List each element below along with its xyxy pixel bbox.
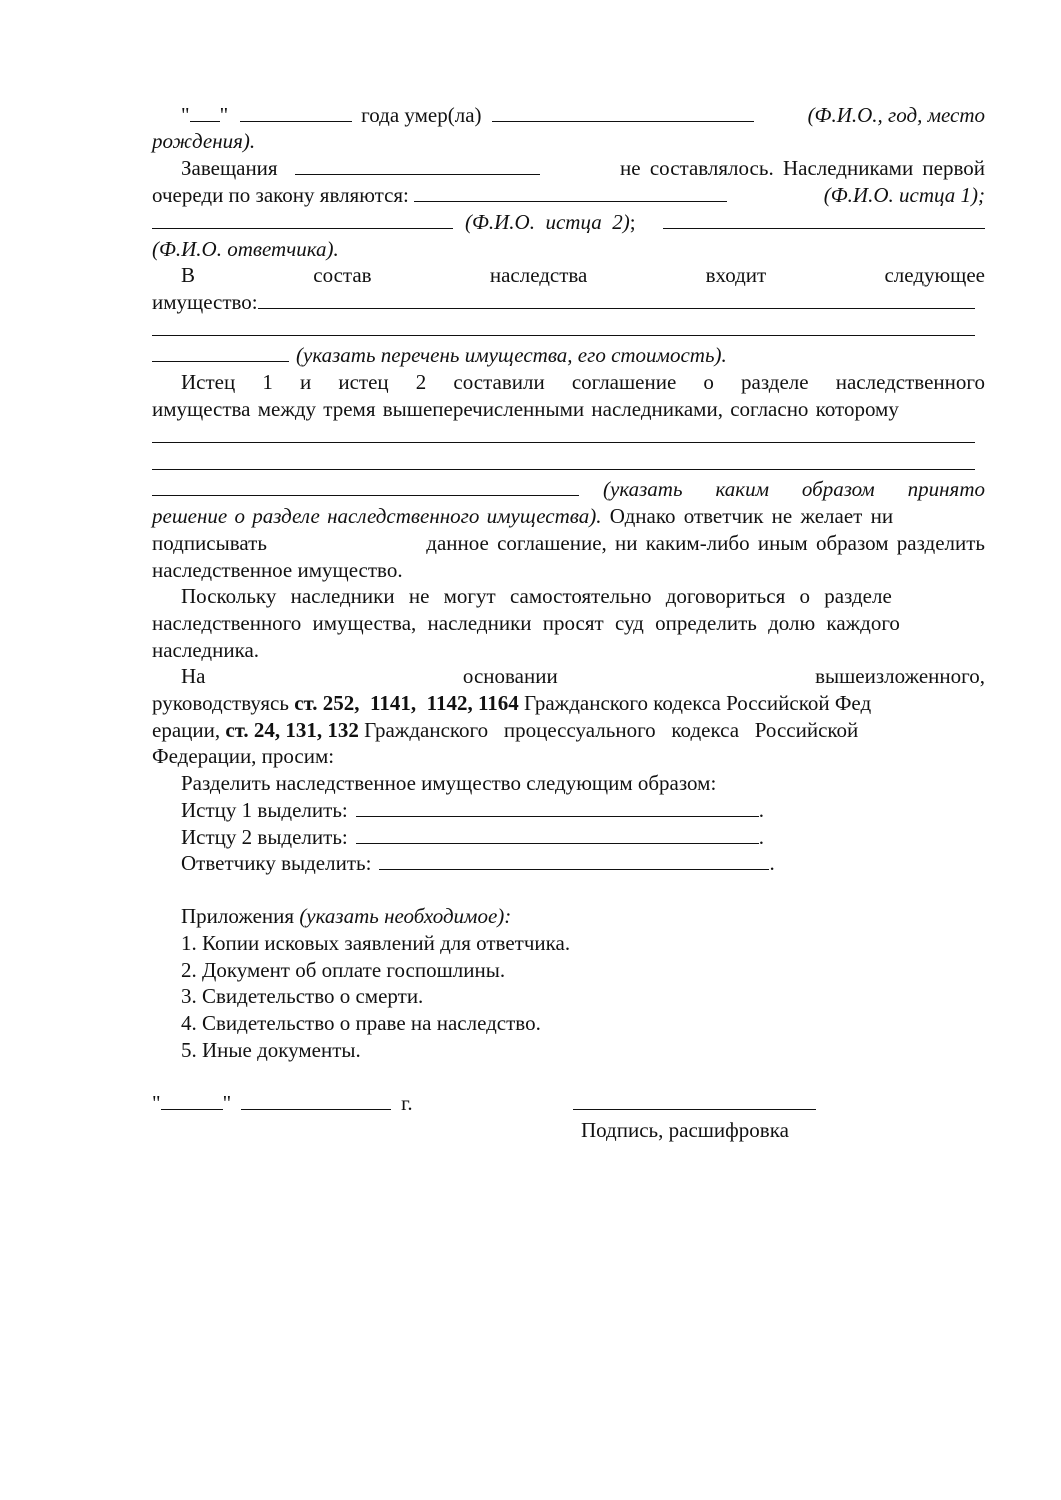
grounds-word: вышеизложенного, <box>815 664 985 688</box>
sign-month-blank <box>241 1091 391 1110</box>
heirs-text: очереди по закону являются: <box>152 183 409 207</box>
refusal-line-3 <box>152 557 985 583</box>
agreement-word: разделе <box>741 370 809 394</box>
claims-intro: Разделить наследственное имущество следующим образом: <box>181 771 717 795</box>
grounds-word: На <box>181 664 206 688</box>
estate-word: состав <box>313 263 372 287</box>
court-request-text-2: наследственного имущества, наследники просят суд определить долю каждого <box>152 611 900 635</box>
grounds-line-4 <box>152 743 985 769</box>
estate-word: следующее <box>884 263 985 287</box>
refusal-text: Однако ответчик не желает ни <box>601 504 894 528</box>
month-blank <box>240 103 352 122</box>
attachment-item <box>152 957 985 983</box>
year-suffix: г. <box>401 1091 413 1115</box>
estate-word: В <box>181 263 196 287</box>
defendant-blank <box>663 210 985 229</box>
court-request-line-2 <box>152 610 985 636</box>
court-request-line <box>152 583 985 609</box>
signature-caption: Подпись, расшифровка <box>581 1118 789 1142</box>
heirs-line-3 <box>152 236 985 262</box>
procedure-code-text: Гражданского процессуального кодекса Российской <box>358 718 859 742</box>
grounds-line <box>152 663 985 689</box>
claim-defendant-blank <box>379 851 769 870</box>
refusal-text-end: наследственное имущество. <box>152 558 403 582</box>
plaintiff2-note: (Ф.И.О. истца 2) <box>465 210 630 234</box>
refusal-text-2: данное соглашение, ни каким-либо иным образом разделить <box>426 531 985 555</box>
court-request-text-3: наследника. <box>152 638 260 662</box>
attachments-note: (указать необходимое): <box>299 904 512 928</box>
will-word: Завещания <box>181 156 278 180</box>
day-blank <box>190 103 220 122</box>
deceased-note-end: рождения). <box>152 129 256 153</box>
agreement-note-word: образом <box>801 477 875 501</box>
agreement-word: соглашение <box>571 370 677 394</box>
claim-plaintiff1-blank <box>356 798 759 817</box>
quote-open: " <box>181 103 190 127</box>
death-line <box>152 102 985 128</box>
agreement-note-line <box>152 476 985 502</box>
quote-open: " <box>152 1091 161 1115</box>
grounds-line-2 <box>152 690 985 716</box>
agreement-blank-line-2 <box>152 450 975 476</box>
grounds-text: руководствуясь <box>152 691 295 715</box>
signature-caption-line <box>581 1117 881 1143</box>
claim-plaintiff2-label: Истцу 2 выделить: <box>181 825 348 849</box>
agreement-note-end: решение о разделе наследственного имущества). <box>152 504 602 528</box>
agreement-text: имущества между тремя вышеперечисленными наследниками, согласно которому <box>152 397 899 421</box>
grounds-line-3 <box>152 717 985 743</box>
claim-defendant-label: Ответчику выделить: <box>181 851 372 875</box>
sign-day-blank <box>161 1091 223 1110</box>
agreement-word: 1 <box>262 370 273 394</box>
agreement-word: и <box>299 370 312 394</box>
attachment-item <box>152 1037 985 1063</box>
agreement-note-word: каким <box>715 477 769 501</box>
property-blank-line <box>152 316 975 342</box>
agreement-word: о <box>703 370 714 394</box>
property-blank <box>258 290 975 309</box>
agreement-blank-2 <box>152 451 975 470</box>
defendant-note: (Ф.И.О. ответчика). <box>152 237 339 261</box>
claim-defendant-line <box>152 850 985 876</box>
signature-date-line <box>152 1090 985 1116</box>
estate-line <box>152 262 985 288</box>
procedure-code-articles: ст. 24, 131, 132 <box>225 718 359 742</box>
court-request-line-3 <box>152 637 985 663</box>
grounds-word: основании <box>462 664 558 688</box>
civil-code-articles: ст. 252, 1141, 1142, 1164 <box>294 691 519 715</box>
grounds-text-end: Федерации, просим: <box>152 744 335 768</box>
property-note: (указать перечень имущества, его стоимость). <box>296 343 727 367</box>
plaintiff1-note: (Ф.И.О. истца 1); <box>823 183 985 207</box>
estate-word: наследства <box>489 263 588 287</box>
property-blank-2 <box>152 317 975 336</box>
agreement-word: истец <box>338 370 389 394</box>
agreement-note-word: принято <box>907 477 985 501</box>
court-request-text: Поскольку наследники не могут самостоятельно договориться о разделе <box>181 584 892 608</box>
attachment-text: 5. Иные документы. <box>181 1038 361 1062</box>
attachment-item <box>152 930 985 956</box>
attachment-item <box>152 983 985 1009</box>
deceased-blank <box>492 103 754 122</box>
agreement-line-2 <box>152 396 985 422</box>
grounds-text-2: ерации, <box>152 718 226 742</box>
signature-blank <box>573 1091 816 1110</box>
agreement-note-word: (указать <box>603 477 683 501</box>
claims-intro-line <box>152 770 985 796</box>
death-line-2 <box>152 128 985 154</box>
claim-plaintiff1-line <box>152 797 985 823</box>
agreement-word: 2 <box>415 370 427 394</box>
year-died-text: года умер(ла) <box>361 103 482 127</box>
period: . <box>758 798 764 822</box>
quote-close: " <box>219 103 229 127</box>
refusal-word: подписывать <box>152 531 267 555</box>
plaintiff1-blank <box>414 183 727 202</box>
plaintiff2-blank <box>152 210 453 229</box>
attachment-text: 1. Копии исковых заявлений для ответчика. <box>181 931 571 955</box>
refusal-line <box>152 503 985 529</box>
attachment-item <box>152 1010 985 1036</box>
will-blank <box>295 156 540 175</box>
will-text: не составлялось. Наследниками первой <box>620 156 985 180</box>
claim-plaintiff1-label: Истцу 1 выделить: <box>181 798 348 822</box>
property-label: имущество: <box>152 290 258 314</box>
agreement-blank <box>152 424 975 443</box>
agreement-blank-3 <box>152 477 579 496</box>
agreement-word: наследственного <box>835 370 985 394</box>
refusal-line-2 <box>152 530 985 556</box>
attachments-title-line <box>152 903 985 929</box>
property-note-line <box>152 342 985 368</box>
semicolon: ; <box>629 210 636 234</box>
property-line <box>152 289 975 315</box>
attachments-title: Приложения <box>181 904 300 928</box>
attachment-text: 2. Документ об оплате госпошлины. <box>181 958 506 982</box>
attachment-text: 3. Свидетельство о смерти. <box>181 984 424 1008</box>
agreement-word: составили <box>453 370 545 394</box>
will-line <box>152 155 985 181</box>
quote-close: " <box>222 1091 232 1115</box>
claim-plaintiff2-line <box>152 824 985 850</box>
period: . <box>769 851 775 875</box>
estate-word: входит <box>705 263 767 287</box>
agreement-blank-line <box>152 423 975 449</box>
property-blank-3 <box>152 343 289 362</box>
claim-plaintiff2-blank <box>356 825 759 844</box>
attachment-text: 4. Свидетельство о праве на наследство. <box>181 1011 541 1035</box>
deceased-note: (Ф.И.О., год, место <box>807 103 985 127</box>
heirs-line-2 <box>152 209 985 235</box>
heirs-line <box>152 182 985 208</box>
civil-code-text: Гражданского кодекса Российской Фед <box>518 691 872 715</box>
agreement-line <box>152 369 985 395</box>
period: . <box>758 825 764 849</box>
agreement-word: Истец <box>181 370 236 394</box>
